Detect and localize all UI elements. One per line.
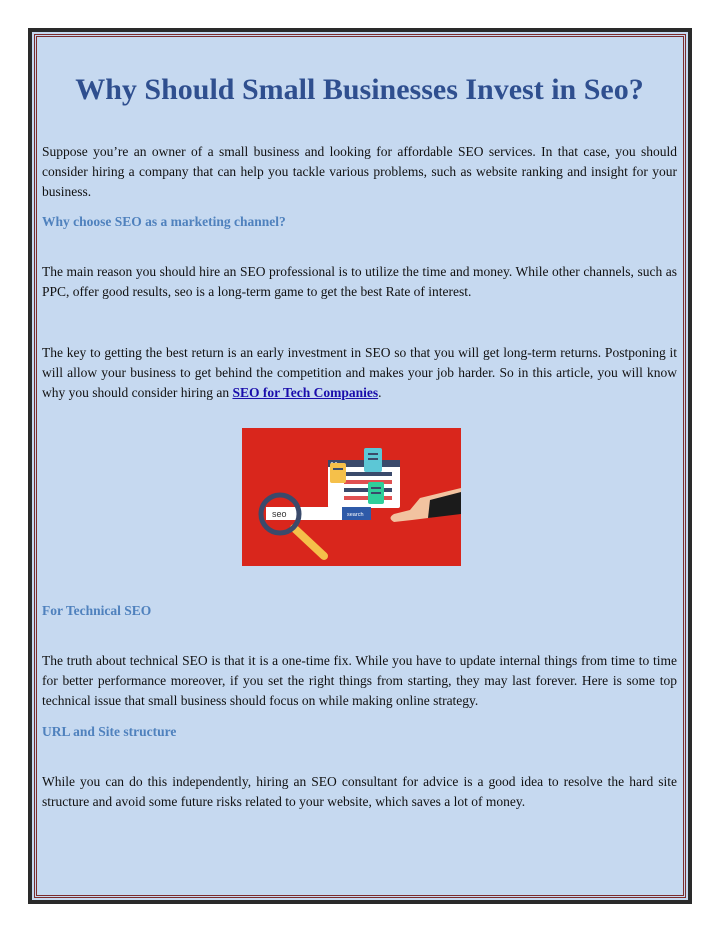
heading-why-choose-seo: Why choose SEO as a marketing channel?	[42, 214, 286, 229]
paragraph-key-return	[42, 343, 677, 403]
paragraph-url-structure: While you can do this independently, hiring an SEO consultant for advice is a good idea to resolve the hard site structure and avoid some future risks related to your website, which saves a lot of money.	[42, 774, 677, 809]
page-title: Why Should Small Businesses Invest in Seo?	[75, 73, 644, 106]
yellow-card-icon	[330, 463, 346, 483]
paragraph-key-return-text: The key to getting the best return is an early investment in SEO so that you will get long-term returns. Postponing it will allow your business to get behind the competition and makes your job harder. So in this article, you will know why you should consider hiring an	[42, 345, 677, 400]
paragraph-technical-seo: The truth about technical SEO is that it is a one-time fix. While you have to update internal things from time to time for better performance moreover, if you set the right things from starting, they may last forever. Here is some top technical issue that small business should focus on while making online strategy.	[42, 653, 677, 708]
paragraph-main-reason: The main reason you should hire an SEO professional is to utilize the time and money. While other channels, such as PPC, offer good results, seo is a long-term game to get the best Rate of interest.	[42, 264, 677, 299]
heading-technical-seo: For Technical SEO	[42, 603, 152, 618]
heading-url-site-structure: URL and Site structure	[42, 724, 177, 739]
search-bar-text: seo	[272, 509, 287, 519]
intro-paragraph: Suppose you’re an owner of a small business and looking for affordable SEO services. In that case, you should consider hiring a company that can help you tackle various problems, such as website ranking and insight for your business.	[42, 144, 677, 199]
paragraph-end-period: .	[378, 385, 382, 400]
seo-illustration	[242, 428, 461, 566]
seo-tech-companies-link[interactable]: SEO for Tech Companies	[232, 385, 379, 400]
search-button-label: search	[347, 512, 364, 518]
